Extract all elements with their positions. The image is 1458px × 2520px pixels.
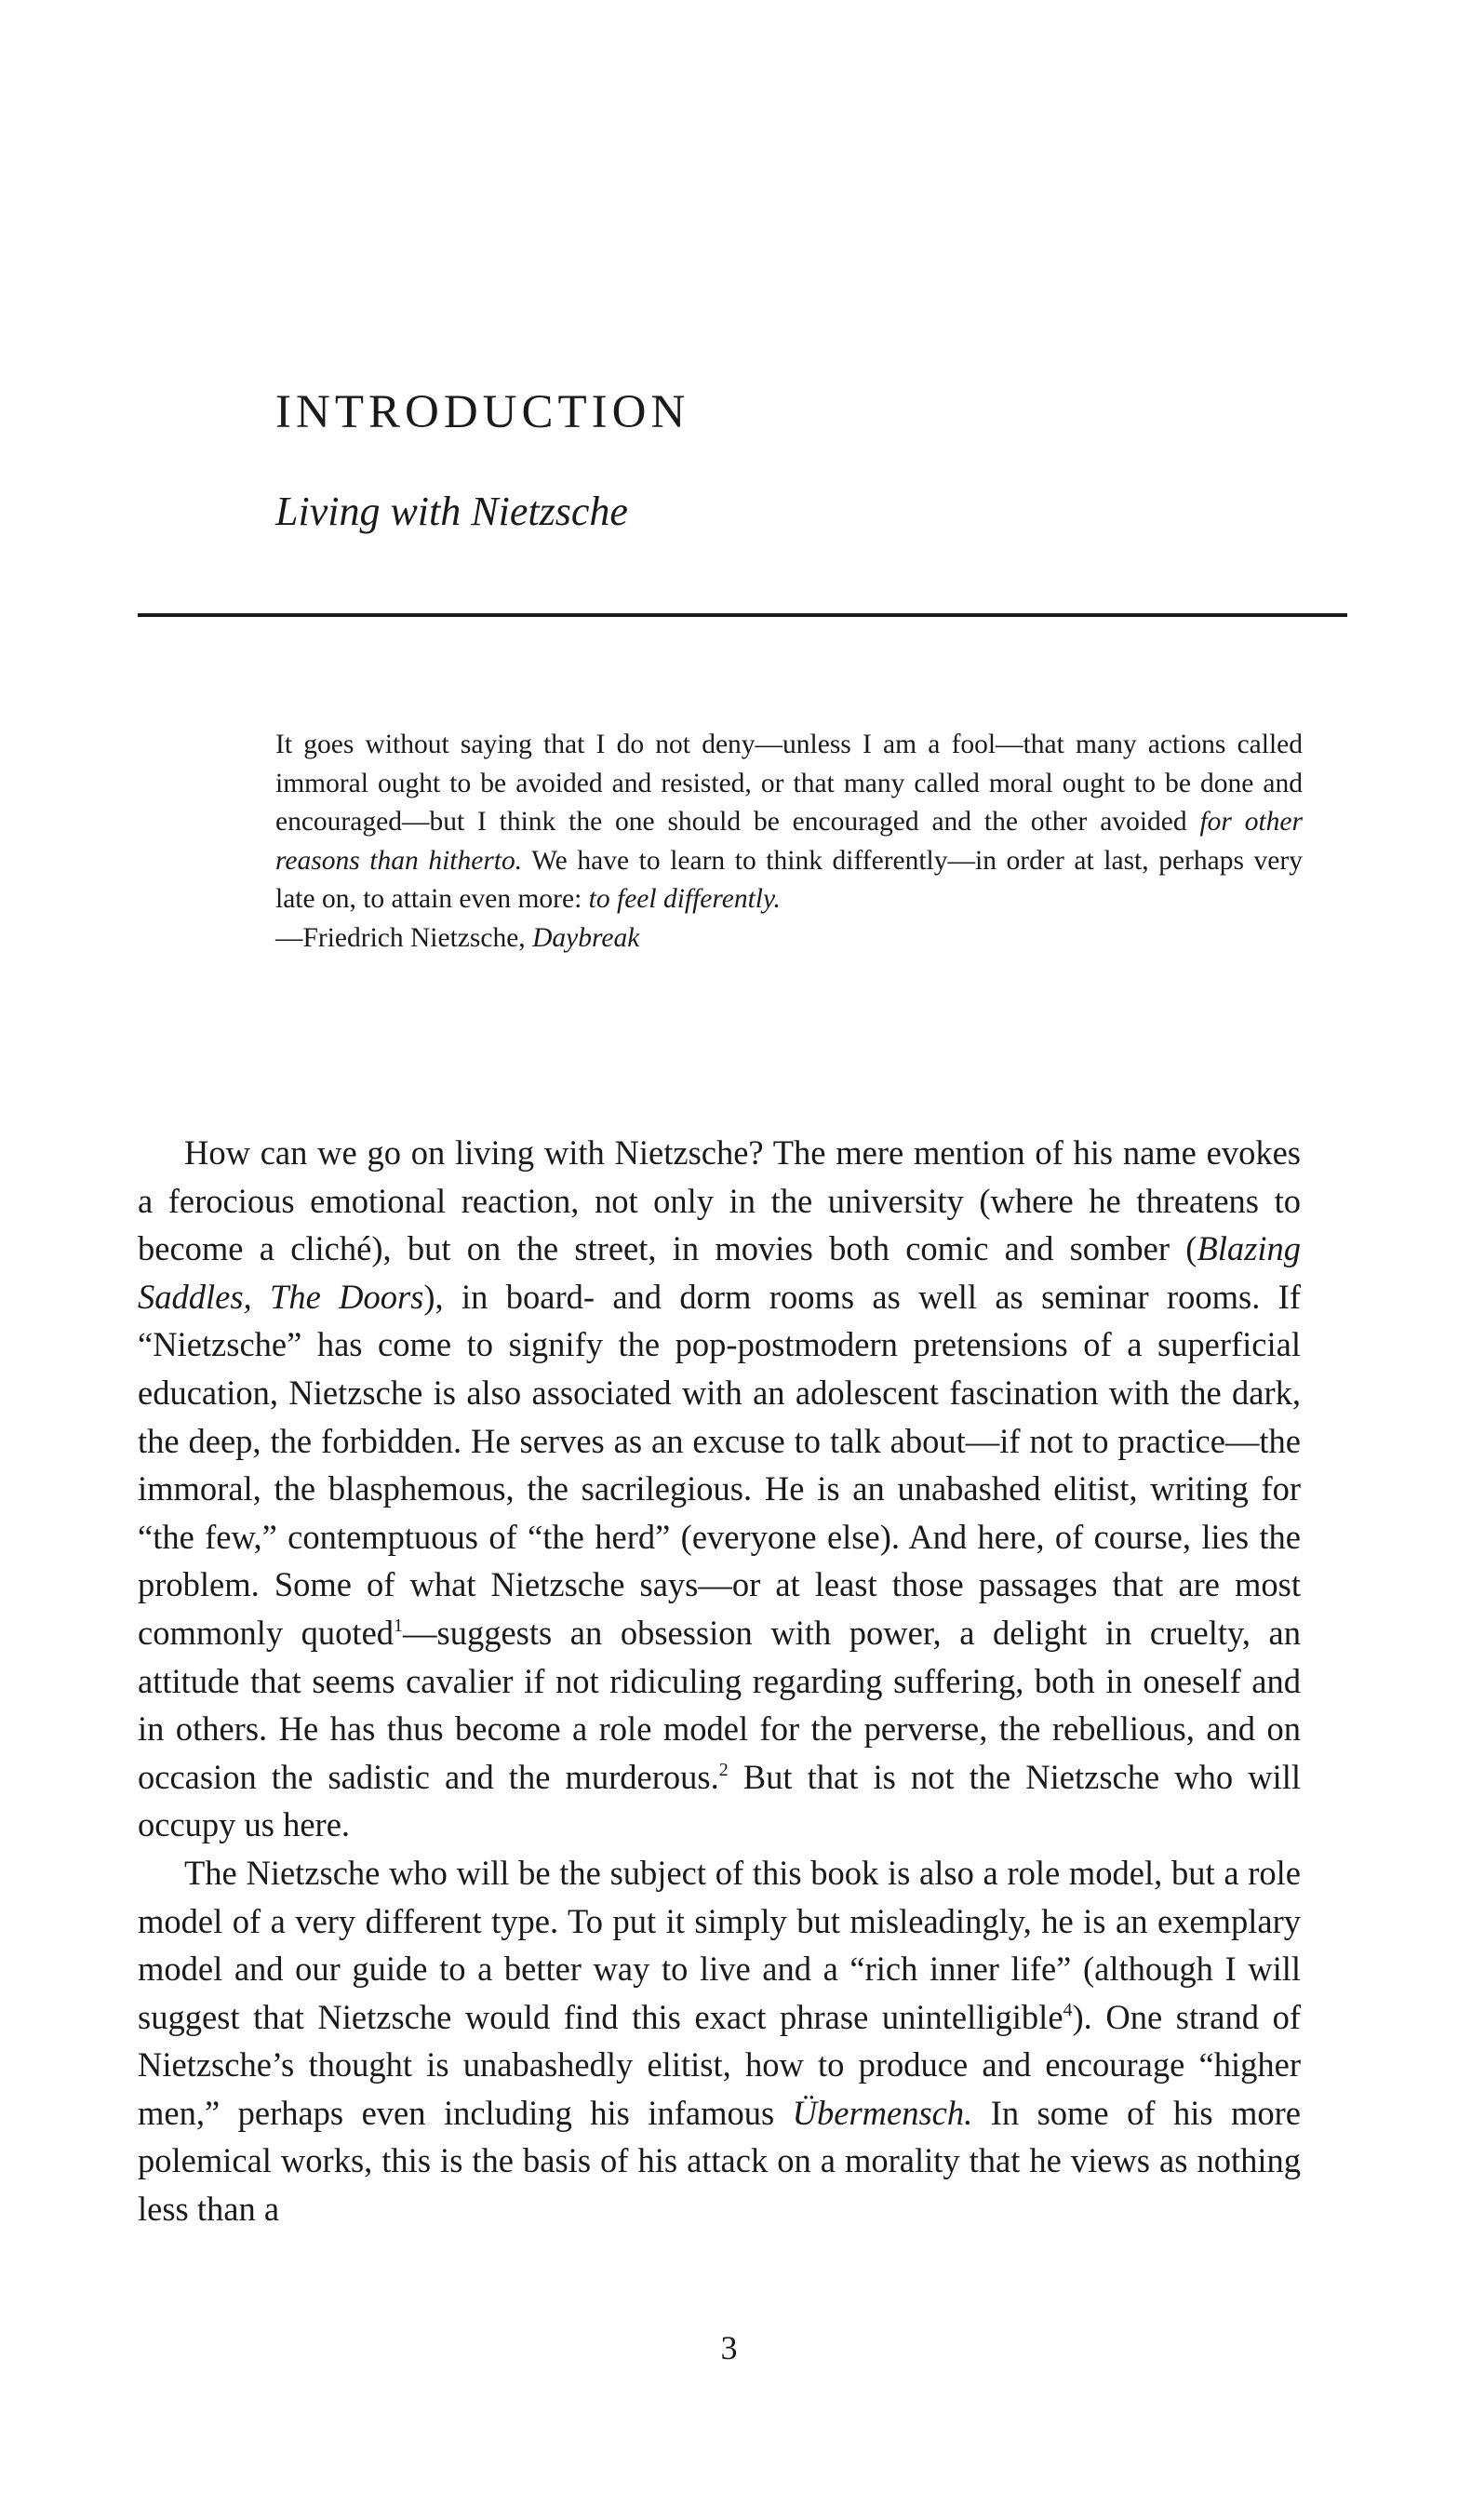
footnote-marker: 2 (718, 1759, 729, 1780)
paragraph (138, 1129, 1301, 1849)
chapter-subtitle: Living with Nietzsche (275, 489, 628, 534)
page-number: 3 (720, 2329, 738, 2366)
chapter-divider (138, 613, 1347, 617)
epigraph-quote (275, 726, 1303, 919)
attribution-author: —Friedrich Nietzsche, (275, 922, 533, 953)
epigraph-emphasis: to feel differently. (588, 884, 781, 914)
footnote-marker: 4 (1063, 1999, 1073, 2020)
epigraph-text: We have to learn to think differently—in order at last, perhaps very late on, to attain even more: (275, 845, 1303, 914)
epigraph-attribution (275, 919, 1303, 958)
paragraph-text: But that is not the Nietzsche who will occupy us here. (138, 1757, 1301, 1844)
paragraph-text: —suggests an obsession with power, a delight in cruelty, an attitude that seems cavalier if not ridiculing regarding suffering, both in oneself and in others. He has thus become a role model for the perverse, the rebellious, and on occasion the sadistic and the murderous. (138, 1613, 1301, 1796)
epigraph-text: It goes without saying that I do not deny—unless I am a fool—that many actions called immoral ought to be avoided and resisted, or that many called moral ought to be done and encouraged—but I think the one should be encouraged and the other avoided (275, 730, 1303, 837)
paragraph-text: ), in board- and dorm rooms as well as seminar rooms. If “Nietzsche” has come to signify the pop-postmodern pretensions of a superficial education, Nietzsche is also associated with an adolescent fascination with the dark, the deep, the forbidden. He serves as an excuse to talk about—if not to practice—the immoral, the blasphemous, the sacrilegious. He is an unabashed elitist, writing for “the few,” contemptuous of “the herd” (everyone else). And here, of course, lies the problem. Some of what Nietzsche says—or at least those passages that are most commonly quoted (138, 1277, 1301, 1652)
footnote-marker: 1 (394, 1615, 404, 1636)
paragraph-text: ). One strand of Nietzsche’s thought is unabashedly elitist, how to produce and encourage “higher men,” perhaps even including his infamous (138, 1997, 1301, 2132)
paragraph-text: In some of his more polemical works, this is the basis of his attack on a morality that he views as nothing less than a (138, 2093, 1301, 2229)
epigraph-emphasis: for other reasons than hitherto. (275, 807, 1303, 876)
film-titles: Blazing Saddles, The Doors (138, 1229, 1301, 1316)
paragraph (138, 1849, 1301, 2233)
paragraph-text: How can we go on living with Nietzsche? The mere mention of his name evokes a ferocious emotional reaction, not only in the university (where he threatens to become a cliché), but on the street, in movies both comic and somber ( (138, 1133, 1301, 1268)
ubermensch-term: Übermensch. (792, 2093, 973, 2132)
chapter-label: INTRODUCTION (275, 386, 690, 438)
body-text (138, 1129, 1301, 2233)
attribution-work: Daybreak (532, 922, 640, 953)
paragraph-text: The Nietzsche who will be the subject of this book is also a role model, but a role model of a very different type. To put it simply but misleadingly, he is an exemplary model and our guide to a better way to live and a “rich inner life” (although I will suggest that Nietzsche would find this exact phrase unintelligible (138, 1853, 1301, 2036)
epigraph (275, 726, 1303, 958)
